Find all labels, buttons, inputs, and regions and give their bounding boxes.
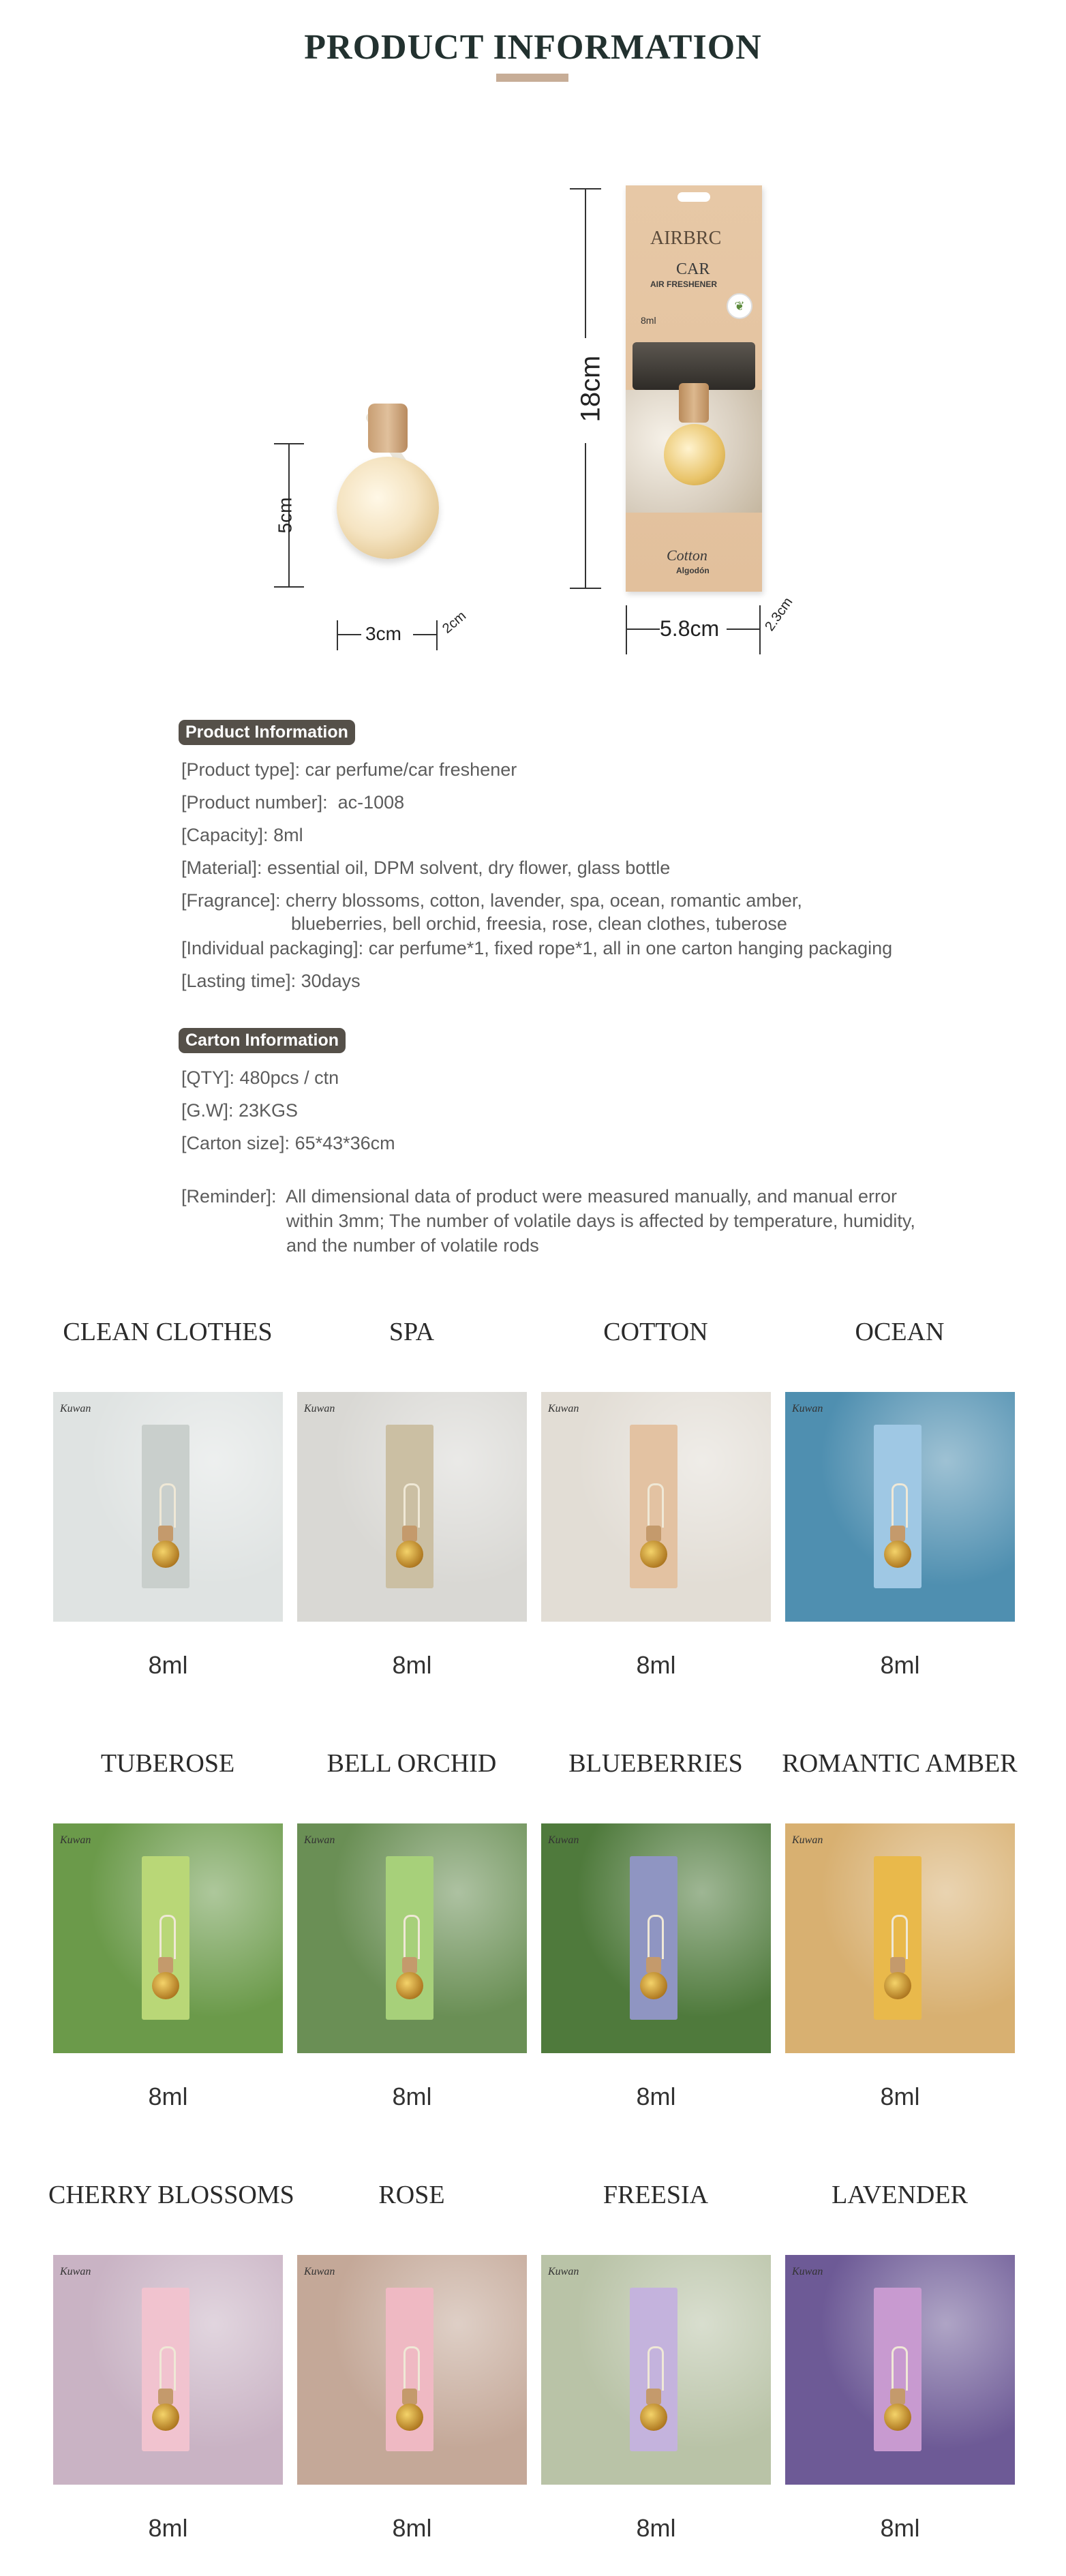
reminder-line: All dimensional data of product were measured manually, and manual error: [276, 1186, 898, 1207]
info-key: [Capacity]:: [181, 825, 269, 845]
info-value: cherry blossoms, cotton, lavender, spa, ocean, romantic amber,: [280, 890, 802, 911]
bottle-cap: [368, 404, 408, 453]
reminder-line: and the number of volatile rods: [286, 1235, 539, 1256]
package-bottle: [884, 1972, 911, 1999]
package-bottle: [396, 1972, 423, 1999]
info-key: [G.W]:: [181, 1100, 234, 1121]
scent-name: BLUEBERRIES: [568, 1749, 743, 1778]
package-depth-label: 2.3cm: [762, 594, 796, 634]
info-key: [Individual packaging]:: [181, 938, 364, 958]
package-bottle: [640, 2404, 667, 2431]
scent-name: FREESIA: [603, 2181, 709, 2209]
package-rope: [892, 1915, 908, 1959]
scent-name: SPA: [389, 1318, 435, 1346]
scent-name: CLEAN CLOTHES: [63, 1318, 273, 1346]
scent-photo: [785, 1392, 1015, 1622]
package-cap: [646, 2389, 661, 2405]
scent-photo: [541, 1823, 771, 2053]
info-value: 480pcs / ctn: [234, 1067, 339, 1088]
carton-info-badge: Carton Information: [179, 1028, 346, 1053]
product-package: [386, 2288, 433, 2451]
info-value: 8ml: [268, 825, 303, 845]
package-bottle: [664, 424, 725, 485]
package-rope: [159, 1483, 176, 1528]
package-cap: [402, 2389, 417, 2405]
info-value: 30days: [296, 971, 361, 991]
product-package: [874, 1856, 922, 2020]
package-rope: [892, 2346, 908, 2391]
info-key: [Product number]:: [181, 792, 328, 813]
product-info-badge: Product Information: [179, 720, 355, 745]
reminder-key: [Reminder]:: [181, 1186, 277, 1207]
scent-photo: [541, 1392, 771, 1622]
package-bottle: [884, 2404, 911, 2431]
brand-logo: Kuwan: [548, 2266, 579, 2277]
brand-logo: Kuwan: [304, 1403, 335, 1414]
scent-volume: 8ml: [392, 1651, 432, 1679]
package-bottle: [884, 1541, 911, 1568]
info-key: [QTY]:: [181, 1067, 235, 1088]
package-car: CAR: [676, 260, 710, 278]
package-rope: [403, 2346, 420, 2391]
package-cap: [890, 1957, 905, 1973]
package-bottle: [640, 1972, 667, 1999]
package-cap: [646, 1957, 661, 1973]
scent-volume: 8ml: [148, 2514, 188, 2542]
package-cap: [402, 1957, 417, 1973]
scent-name: ROSE: [378, 2181, 445, 2209]
scent-volume: 8ml: [636, 2082, 676, 2110]
brand-logo: Kuwan: [792, 1403, 823, 1414]
package-bottle: [152, 1972, 179, 1999]
info-row: [181, 971, 361, 992]
package-rope: [159, 1915, 176, 1959]
package-scent-label: Cotton: [667, 547, 707, 564]
package-illustration: [626, 185, 762, 592]
info-row: [181, 938, 892, 959]
package-rope: [648, 2346, 664, 2391]
page-title: PRODUCT INFORMATION: [304, 28, 762, 67]
package-scent-sub: Algodón: [676, 566, 710, 575]
package-cap: [158, 1526, 173, 1542]
brand-logo: Kuwan: [60, 2266, 91, 2277]
info-row: [181, 792, 404, 813]
brand-logo: Kuwan: [548, 1834, 579, 1846]
product-package: [630, 2288, 677, 2451]
package-cap: [890, 2389, 905, 2405]
package-rope: [648, 1915, 664, 1959]
product-package: [630, 1425, 677, 1588]
scent-name: CHERRY BLOSSOMS: [48, 2181, 294, 2209]
scent-volume: 8ml: [880, 2082, 920, 2110]
scent-photo: [53, 1392, 283, 1622]
package-cap: [158, 2389, 173, 2405]
product-package: [874, 2288, 922, 2451]
bottle-depth-label: 2cm: [440, 608, 470, 637]
product-package: [386, 1856, 433, 2020]
package-hang-hole: [677, 192, 710, 202]
scent-name: BELL ORCHID: [326, 1749, 497, 1778]
info-key: [Fragrance]:: [181, 890, 281, 911]
product-package: [142, 2288, 189, 2451]
scent-photo: [297, 1392, 527, 1622]
package-rope: [648, 1483, 664, 1528]
package-brand: AIRBRC: [650, 228, 722, 249]
package-cap: [158, 1957, 173, 1973]
scent-volume: 8ml: [392, 2514, 432, 2542]
product-package: [142, 1425, 189, 1588]
info-value: car perfume*1, fixed rope*1, all in one carton hanging packaging: [363, 938, 893, 958]
scent-volume: 8ml: [636, 1651, 676, 1679]
carton-row: [181, 1133, 395, 1154]
scent-photo: [297, 2255, 527, 2485]
package-volume: 8ml: [641, 315, 656, 326]
info-value: car perfume/car freshener: [300, 759, 517, 780]
scent-photo: [53, 1823, 283, 2053]
reminder-line: within 3mm; The number of volatile days is affected by temperature, humidity,: [286, 1211, 915, 1231]
info-row: [181, 890, 802, 911]
scent-volume: 8ml: [636, 2514, 676, 2542]
fragrance-continued: blueberries, bell orchid, freesia, rose, clean clothes, tuberose: [291, 913, 787, 934]
package-rope: [892, 1483, 908, 1528]
info-key: [Material]:: [181, 858, 262, 878]
package-rope: [159, 2346, 176, 2391]
scent-volume: 8ml: [880, 2514, 920, 2542]
package-rope: [403, 1915, 420, 1959]
info-key: [Lasting time]:: [181, 971, 296, 991]
scent-photo: [785, 1823, 1015, 2053]
brand-logo: Kuwan: [792, 1834, 823, 1846]
carton-row: [181, 1100, 298, 1121]
scent-volume: 8ml: [880, 1651, 920, 1679]
package-bottle: [396, 1541, 423, 1568]
scent-name: ROMANTIC AMBER: [782, 1749, 1018, 1778]
scent-name: LAVENDER: [832, 2181, 968, 2209]
package-bottle: [152, 2404, 179, 2431]
info-row: [181, 759, 517, 781]
package-height-label: 18cm: [575, 355, 606, 423]
brand-logo: Kuwan: [60, 1403, 91, 1414]
package-bottle: [396, 2404, 423, 2431]
product-package: [142, 1856, 189, 2020]
leaf-icon: ❦: [727, 293, 752, 319]
scent-photo: [297, 1823, 527, 2053]
info-value: essential oil, DPM solvent, dry flower, glass bottle: [262, 858, 671, 878]
package-subtitle: AIR FRESHENER: [650, 279, 718, 289]
brand-logo: Kuwan: [548, 1403, 579, 1414]
scent-photo: [541, 2255, 771, 2485]
bottle-glass: [337, 457, 439, 559]
product-package: [630, 1856, 677, 2020]
info-value: 65*43*36cm: [290, 1133, 395, 1153]
brand-logo: Kuwan: [304, 1834, 335, 1846]
bottle-height-label: 5cm: [274, 497, 296, 534]
package-bottle: [640, 1541, 667, 1568]
package-bottle-cap: [679, 383, 709, 423]
scent-volume: 8ml: [148, 1651, 188, 1679]
title-underline: [496, 74, 568, 82]
info-key: [Carton size]:: [181, 1133, 290, 1153]
scent-name: TUBEROSE: [100, 1749, 235, 1778]
info-row: [181, 825, 303, 846]
reminder-row: [181, 1186, 897, 1207]
package-rope: [403, 1483, 420, 1528]
info-key: [Product type]:: [181, 759, 301, 780]
carton-row: [181, 1067, 339, 1089]
brand-logo: Kuwan: [792, 2266, 823, 2277]
package-bottle: [152, 1541, 179, 1568]
scent-volume: 8ml: [148, 2082, 188, 2110]
info-value: 23KGS: [233, 1100, 299, 1121]
product-package: [386, 1425, 433, 1588]
product-package: [874, 1425, 922, 1588]
package-width-label: 5.8cm: [660, 616, 720, 641]
package-cap: [890, 1526, 905, 1542]
brand-logo: Kuwan: [60, 1834, 91, 1846]
info-value: ac-1008: [327, 792, 405, 813]
info-row: [181, 858, 670, 879]
scent-name: COTTON: [603, 1318, 708, 1346]
bottle-illustration: [327, 395, 504, 613]
package-cap: [646, 1526, 661, 1542]
scent-photo: [785, 2255, 1015, 2485]
package-cap: [402, 1526, 417, 1542]
bottle-width-label: 3cm: [365, 623, 401, 644]
scent-name: OCEAN: [855, 1318, 945, 1346]
brand-logo: Kuwan: [304, 2266, 335, 2277]
scent-photo: [53, 2255, 283, 2485]
scent-volume: 8ml: [392, 2082, 432, 2110]
